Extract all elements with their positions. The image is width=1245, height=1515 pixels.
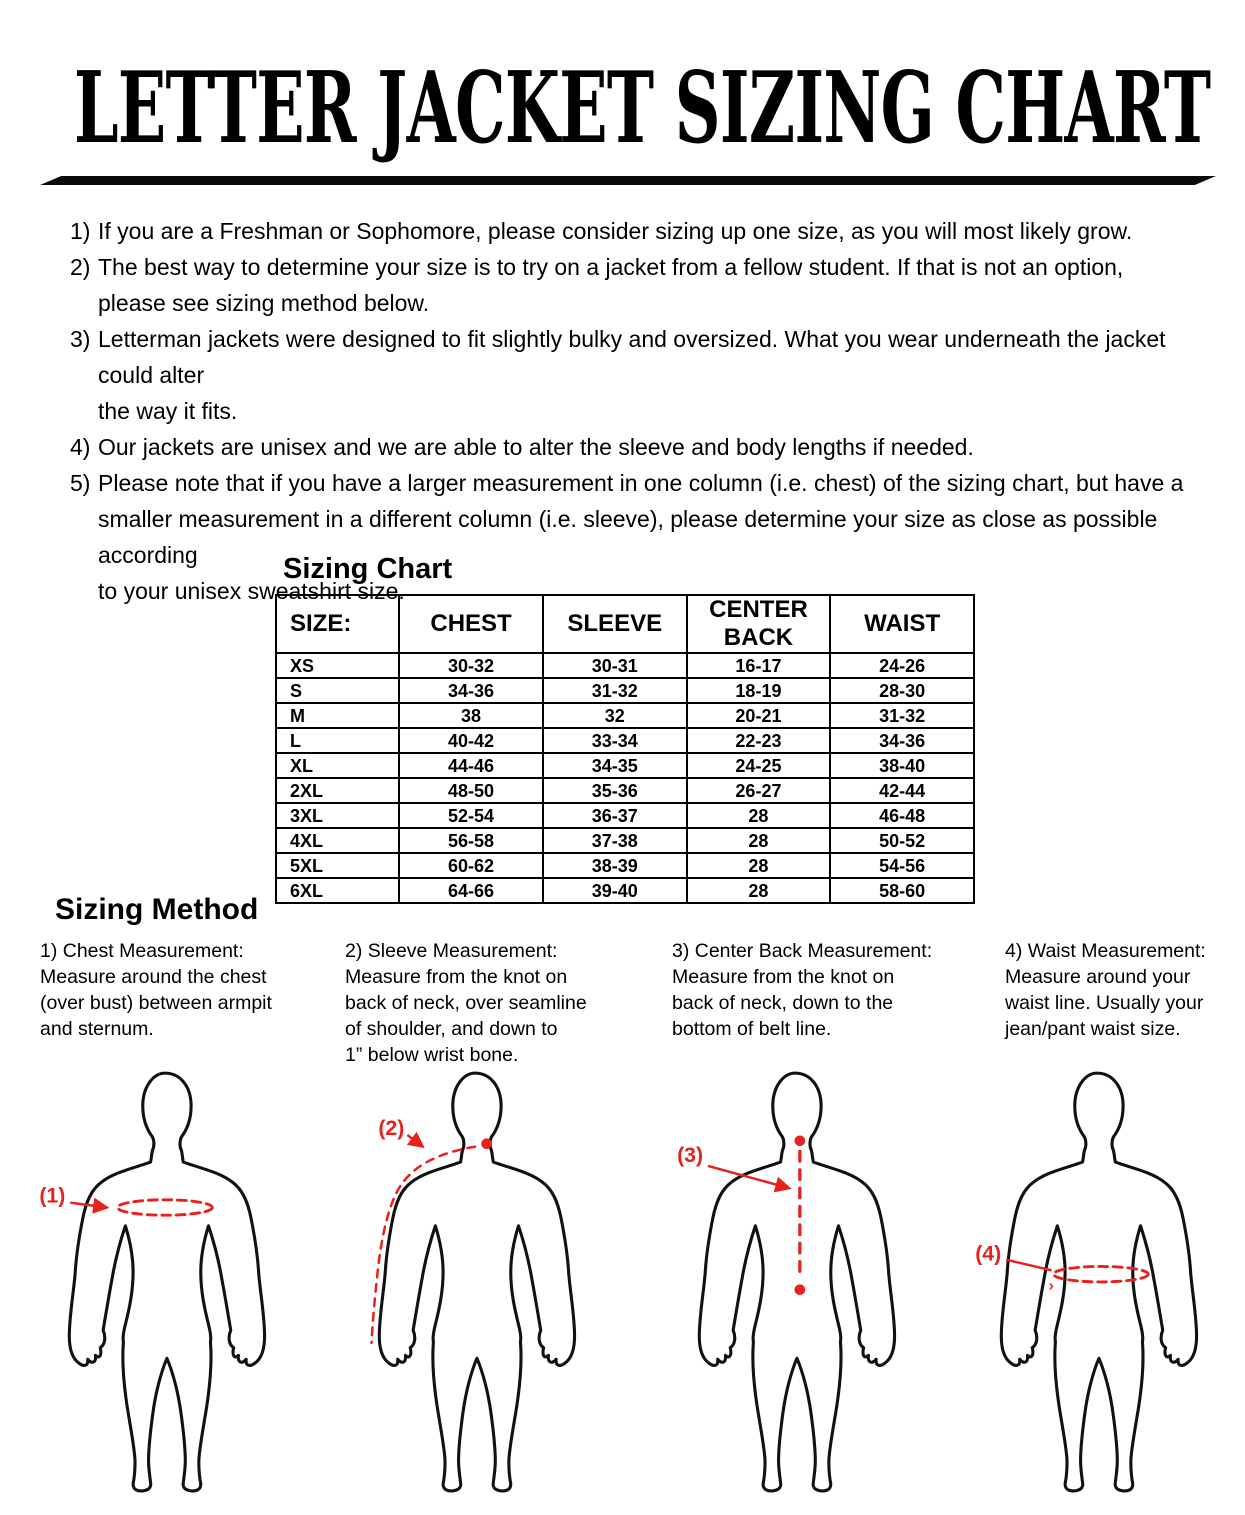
body-silhouette [69,1073,264,1491]
value-cell: 31-32 [543,678,687,703]
value-cell: 28 [687,853,831,878]
value-cell: 38-39 [543,853,687,878]
value-cell: 54-56 [830,853,974,878]
table-row-xs [276,653,974,678]
sizing-chart-table [275,594,975,904]
note-text: If you are a Freshman or Sophomore, please consider sizing up one size, as you will most likely grow. [98,218,1133,244]
notes-list [70,213,1200,609]
note-text: The best way to determine your size is to try on a jacket from a fellow student. If that is not an option, please see sizing method below. [98,254,1124,316]
method-waist-body: Measure around your waist line. Usually your jean/pant waist size. [1005,966,1204,1040]
chest-figure-label: (1) [39,1183,66,1208]
value-cell: 31-32 [830,703,974,728]
neck-knot-dot [795,1135,806,1146]
method-waist-text [1005,938,1245,1042]
waist-figure-label: (4) [975,1241,1002,1266]
method-sleeve-body: Measure from the knot on back of neck, over seamline of shoulder, and down to 1” below wrist bone. [345,966,587,1066]
value-cell: 37-38 [543,828,687,853]
size-cell: 3XL [276,803,399,828]
note-text: Our jackets are unisex and we are able to alter the sleeve and body lengths if needed. [98,434,974,460]
column-header-size: SIZE: [276,595,399,653]
note-item-5 [70,465,1200,609]
table-row-6xl [276,878,974,903]
size-cell: 5XL [276,853,399,878]
value-cell: 52-54 [399,803,543,828]
value-cell: 24-26 [830,653,974,678]
value-cell: 48-50 [399,778,543,803]
note-number: 1) [70,218,91,244]
value-cell: 40-42 [399,728,543,753]
note-item-3 [70,321,1200,429]
waist-measurement-figure [952,1050,1242,1510]
value-cell: 35-36 [543,778,687,803]
value-cell: 38-40 [830,753,974,778]
column-header-waist: WAIST [830,595,974,653]
method-center-back-body: Measure from the knot on back of neck, down to the bottom of belt line. [672,966,895,1040]
column-header-chest: CHEST [399,595,543,653]
neck-knot-dot [481,1138,492,1149]
column-header-centerback: CENTER BACK [687,595,831,653]
value-cell: 38 [399,703,543,728]
value-cell: 16-17 [687,653,831,678]
method-sleeve-text [345,938,635,1068]
value-cell: 34-36 [399,678,543,703]
value-cell: 34-35 [543,753,687,778]
value-cell: 33-34 [543,728,687,753]
table-row-2xl [276,778,974,803]
size-cell: XS [276,653,399,678]
value-cell: 50-52 [830,828,974,853]
value-cell: 28 [687,803,831,828]
note-number: 3) [70,326,91,352]
sizing-chart-heading: Sizing Chart [283,553,453,585]
value-cell: 24-25 [687,753,831,778]
title-divider-rule [40,176,1216,185]
note-text: Letterman jackets were designed to fit slightly bulky and oversized. What you wear underneath the jacket could alter the way it fits. [98,326,1166,424]
note-item-4 [70,429,1200,465]
size-cell: 2XL [276,778,399,803]
belt-line-dot [795,1284,806,1295]
value-cell: 28 [687,878,831,903]
method-center-back-text [672,938,962,1042]
value-cell: 32 [543,703,687,728]
size-cell: M [276,703,399,728]
value-cell: 28 [687,828,831,853]
column-header-sleeve: SLEEVE [543,595,687,653]
table-row-l [276,728,974,753]
method-center-back-title: 3) Center Back Measurement: [672,940,933,962]
table-row-5xl [276,853,974,878]
table-row-s [276,678,974,703]
value-cell: 64-66 [399,878,543,903]
value-cell: 22-23 [687,728,831,753]
chest-measurement-figure [20,1050,310,1510]
value-cell: 30-31 [543,653,687,678]
table-row-4xl [276,828,974,853]
sizing-chart-table-body [276,653,974,903]
method-waist-title: 4) Waist Measurement: [1005,940,1206,962]
sleeve-label-arrow [407,1135,422,1147]
note-number: 4) [70,434,91,460]
size-cell: XL [276,753,399,778]
value-cell: 44-46 [399,753,543,778]
size-cell: 6XL [276,878,399,903]
value-cell: 36-37 [543,803,687,828]
note-number: 2) [70,254,91,280]
sizing-method-heading: Sizing Method [55,893,259,926]
sleeve-measurement-figure [330,1050,620,1510]
value-cell: 30-32 [399,653,543,678]
value-cell: 20-21 [687,703,831,728]
method-chest-title: 1) Chest Measurement: [40,940,244,962]
sleeve-figure-label: (2) [378,1116,405,1140]
note-text: Please note that if you have a larger measurement in one column (i.e. chest) of the sizing chart, but have a smaller measurement in a different column (i.e. sleeve), please determine your size as close as possible according to your unisex sweatshirt size. [98,470,1184,604]
table-row-m [276,703,974,728]
note-item-1 [70,213,1200,249]
table-row-xl [276,753,974,778]
value-cell: 56-58 [399,828,543,853]
waist-tick-mark: › [1048,1277,1054,1295]
body-silhouette [699,1073,894,1491]
note-item-2 [70,249,1200,321]
value-cell: 26-27 [687,778,831,803]
center-back-figure-label: (3) [677,1143,704,1168]
method-chest-body: Measure around the chest (over bust) between armpit and sternum. [40,966,272,1040]
sizing-chart-table-head [276,595,974,653]
page-title: LETTER JACKET SIZING CHART [74,50,1211,166]
size-cell: 4XL [276,828,399,853]
size-cell: S [276,678,399,703]
value-cell: 18-19 [687,678,831,703]
value-cell: 28-30 [830,678,974,703]
value-cell: 39-40 [543,878,687,903]
center-back-measurement-figure [650,1050,940,1510]
value-cell: 46-48 [830,803,974,828]
value-cell: 34-36 [830,728,974,753]
method-chest-text [40,938,330,1042]
size-cell: L [276,728,399,753]
value-cell: 58-60 [830,878,974,903]
note-number: 5) [70,470,91,496]
method-sleeve-title: 2) Sleeve Measurement: [345,940,558,962]
value-cell: 42-44 [830,778,974,803]
table-row-3xl [276,803,974,828]
value-cell: 60-62 [399,853,543,878]
